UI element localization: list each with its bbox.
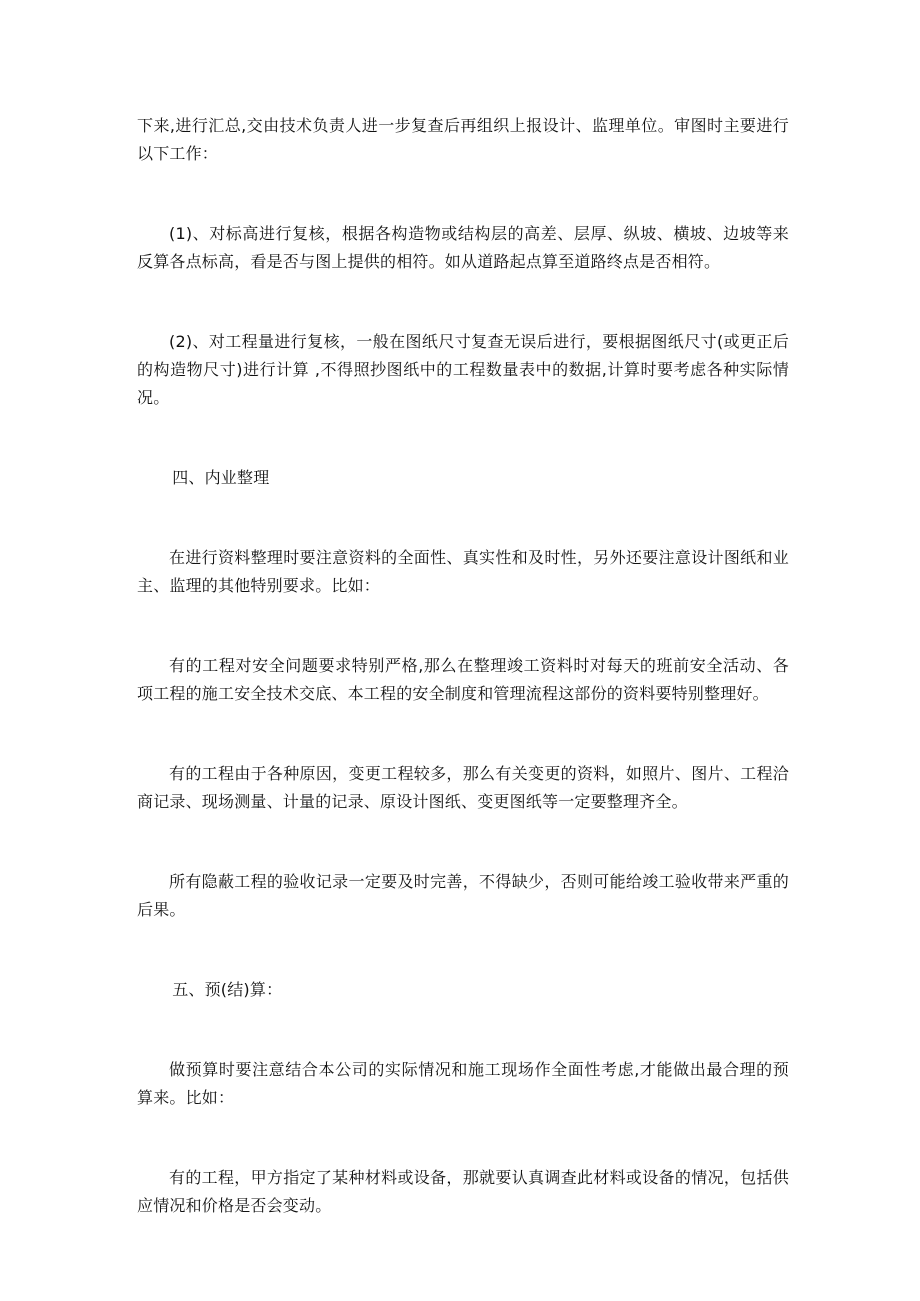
section-heading-internal-work: 四、内业整理: [172, 468, 270, 487]
paragraph-safety: 有的工程对安全问题要求特别严格,那么在整理竣工资料时对每天的班前安全活动、各项工程的施工安全技术交底、本工程的安全制度和管理流程这部份的资料要特别整理好。: [137, 656, 789, 703]
paragraph-continued: 下来,进行汇总,交由技术负责人进一步复查后再组织上报设计、监理单位。审图时主要进行以下工作：: [137, 116, 789, 163]
paragraph-changes: 有的工程由于各种原因，变更工程较多，那么有关变更的资料，如照片、图片、工程洽商记录、现场测量、计量的记录、原设计图纸、变更图纸等一定要整理齐全。: [137, 764, 789, 811]
paragraph-item-2-quantity-check: (2)、对工程量进行复核，一般在图纸尺寸复查无误后进行，要根据图纸尺寸(或更正后的构造物尺寸)进行计算 ,不得照抄图纸中的工程数量表中的数据,计算时要考虑各种实际情况。: [137, 332, 789, 407]
paragraph-hidden-works: 所有隐蔽工程的验收记录一定要及时完善，不得缺少，否则可能给竣工验收带来严重的后果。: [137, 872, 789, 919]
paragraph-materials: 有的工程，甲方指定了某种材料或设备，那就要认真调查此材料或设备的情况，包括供应情况和价格是否会变动。: [137, 1168, 789, 1215]
document-body: [137, 112, 789, 1272]
paragraph-budget-intro: 做预算时要注意结合本公司的实际情况和施工现场作全面性考虑,才能做出最合理的预算来。比如：: [137, 1060, 789, 1107]
section-heading-budget: 五、预(结)算：: [172, 980, 283, 999]
paragraph-item-1-elevation-check: (1)、对标高进行复核，根据各构造物或结构层的高差、层厚、纵坡、横坡、边坡等来反算各点标高，看是否与图上提供的相符。如从道路起点算至道路终点是否相符。: [137, 224, 789, 271]
paragraph-documentation: 在进行资料整理时要注意资料的全面性、真实性和及时性，另外还要注意设计图纸和业主、监理的其他特别要求。比如：: [137, 548, 789, 595]
